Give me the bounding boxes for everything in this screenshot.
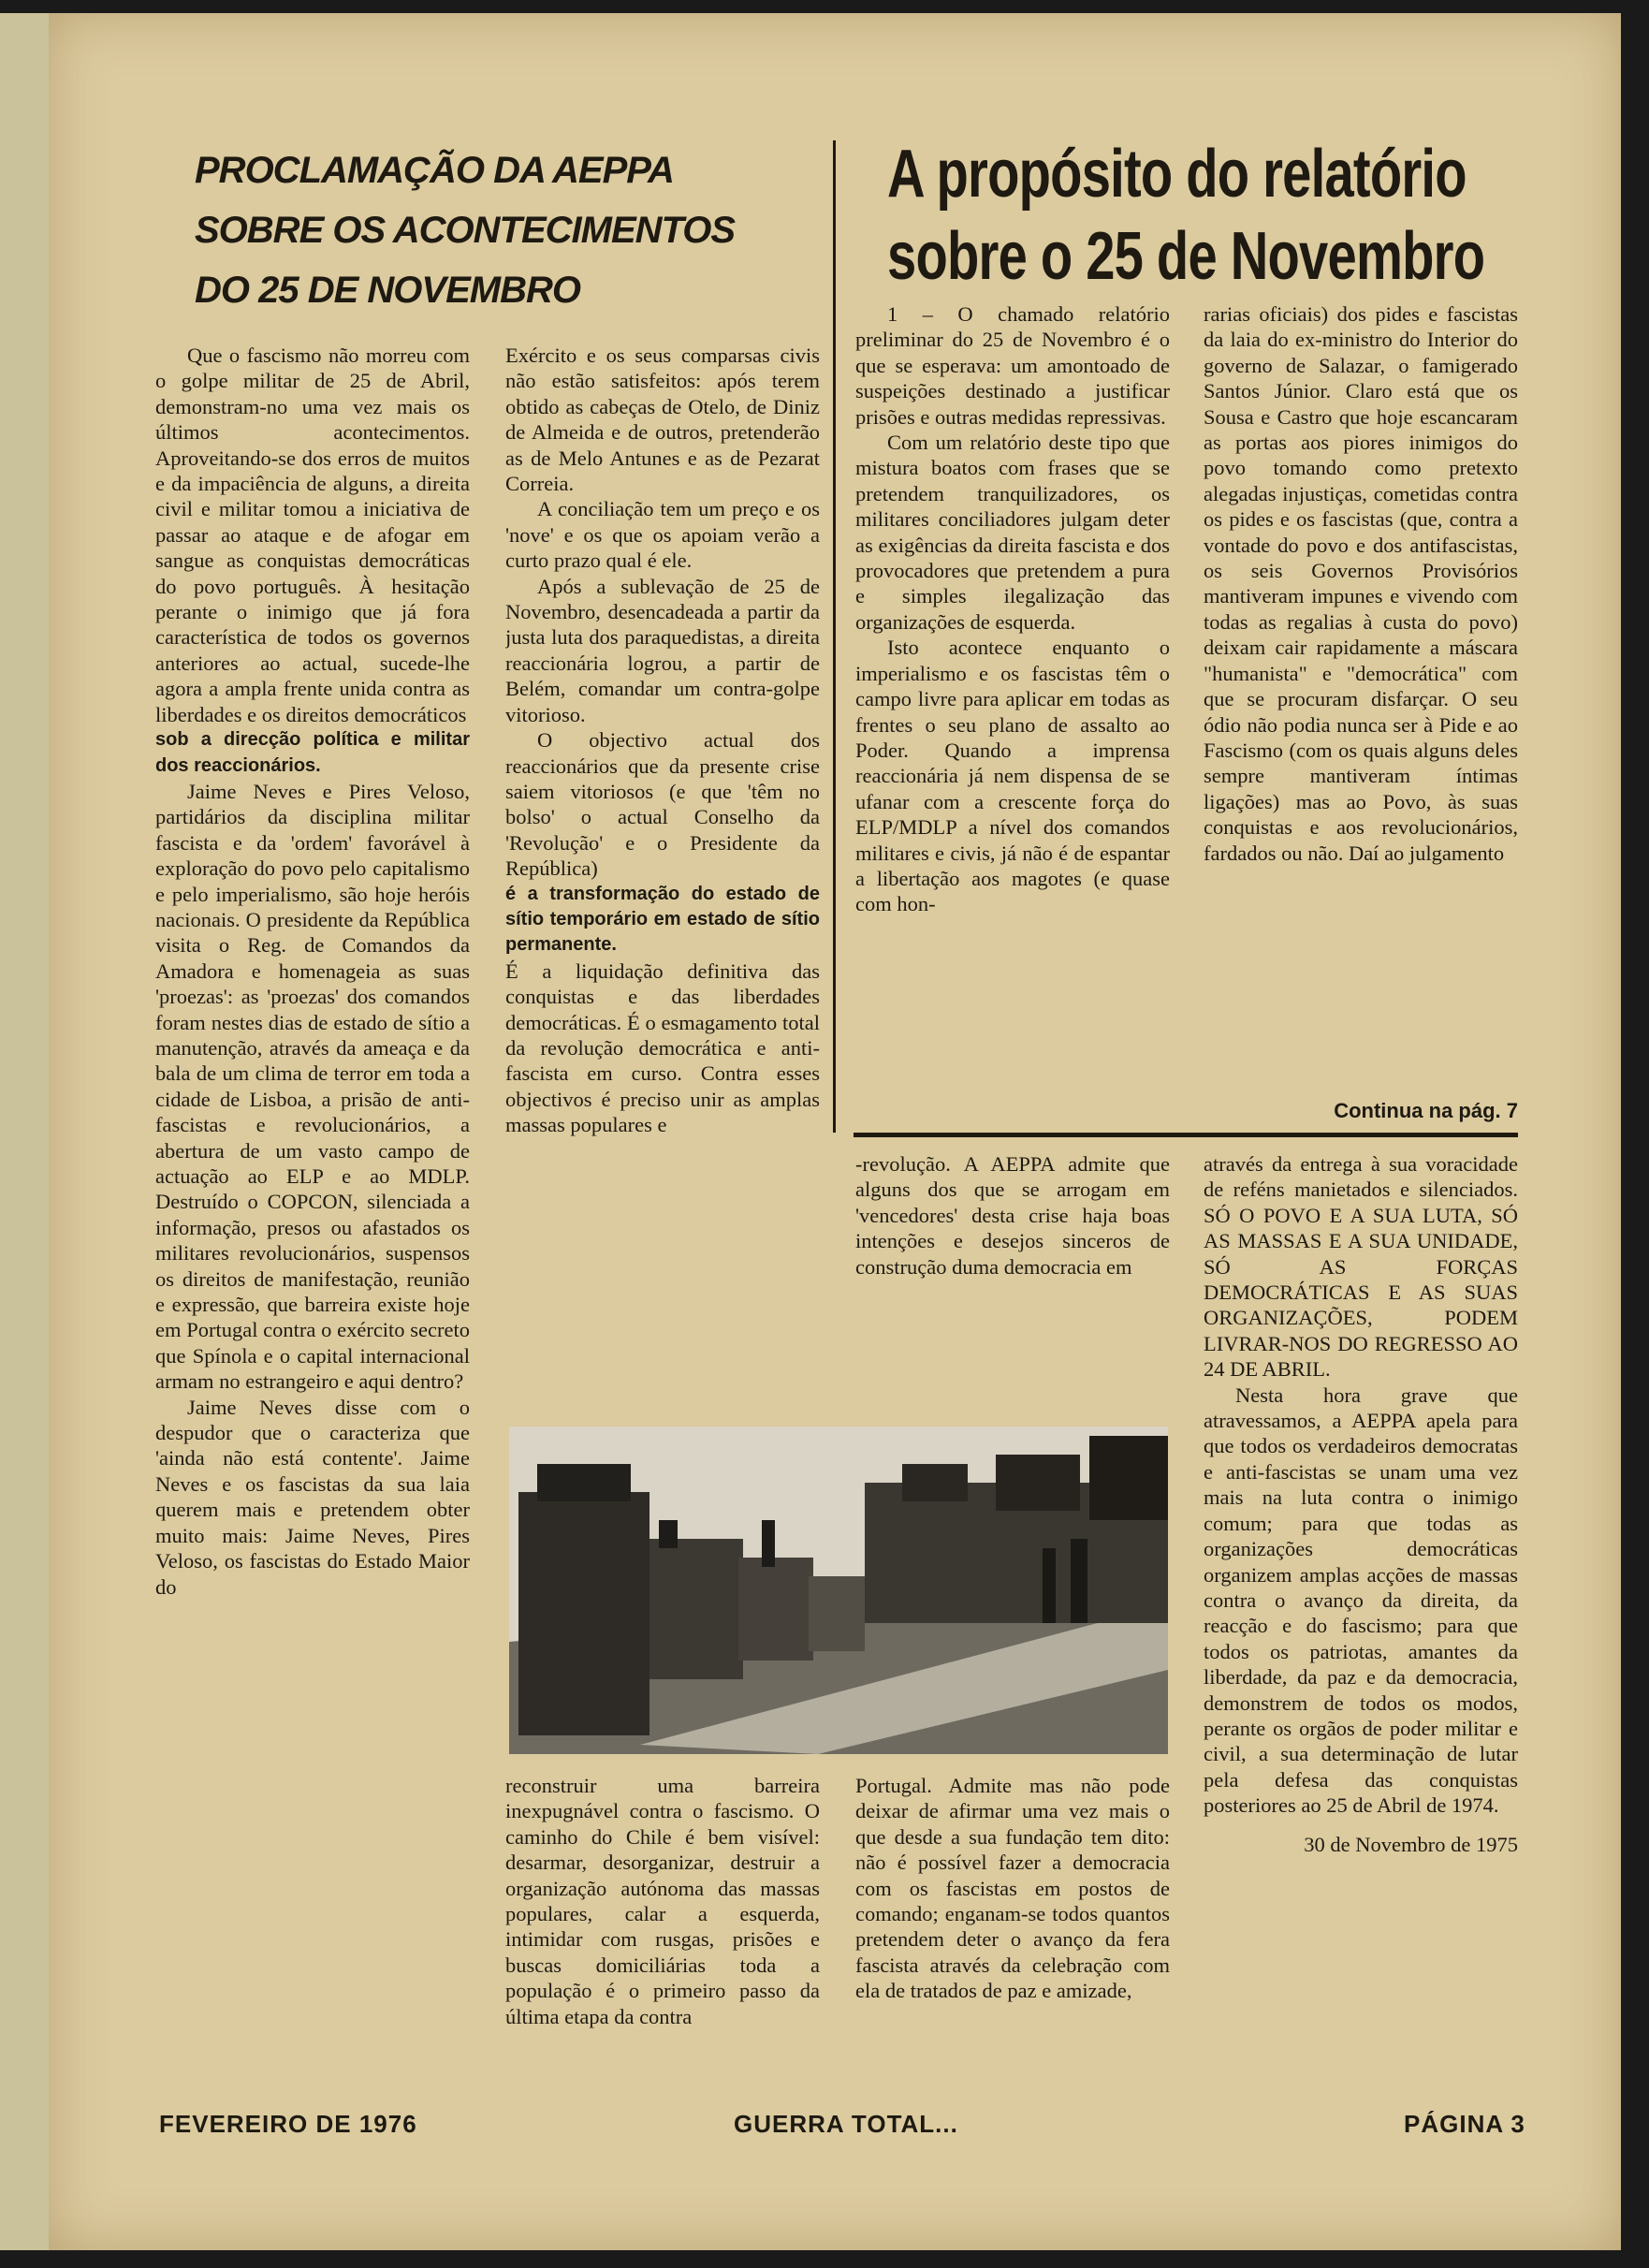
article2-title-line-1: A propósito do relatório [887, 137, 1467, 212]
paragraph: Portugal. Admite mas não pode deixar de afirmar uma vez mais o que desde a sua fundação tem dito: não é possível fazer a democracia com os fascistas em postos de comando; enganam-se todos quantos pretendem deter o avanço da fera fascista através da celebração com ela de tratados de paz e amizade, [855, 1774, 1170, 2003]
bold-paragraph: é a transformação do estado de sítio temporário em estado de sítio permanente. [505, 883, 820, 956]
article1-column-2 [505, 343, 820, 1358]
paragraph: Após a sublevação de 25 de Novembro, desencadeada a partir da justa luta dos paraquedistas, a direita reaccionária logrou, a partir de Belém, comandar um contra-golpe vitorioso. [505, 574, 820, 726]
paragraph: Isto acontece enquanto o imperialismo e os fascistas têm o campo livre para aplicar em todas as frentes o seu plano de assalto ao Poder. Quando a imprensa reaccionária já nem dispensa de se ufanar com a crescente força do ELP/MDLP a nível dos comandos militares e civis, já não é de espantar a libertação aos magotes (e quase com hon- [855, 636, 1170, 916]
bold-paragraph: sob a direcção política e militar dos reaccionários. [155, 729, 470, 776]
article1-title [195, 140, 735, 320]
article2-column-1 [855, 301, 1170, 1125]
paragraph: Jaime Neves e Pires Veloso, partidários da disciplina militar fascista e da 'ordem' favorável à exploração do povo pelo capitalismo e pelo imperialismo, são hoje heróis nacionais. O presidente da República visita o Reg. de Comandos da Amadora e homenageia as suas 'proezas': as 'proezas' dos comandos foram nestes dias de estado de sítio a manutenção, através da ameaça e da bala de um clima de terror em toda a cidade de Lisboa, a prisão de anti-fascistas e revolucionários, a abertura de um vasto campo de actuação ao ELP e ao MDLP. Destruído o COPCON, silenciada a informação, presos ou afastados os militares revolucionários, suspensos os direitos de manifestação, reunião e expressão, que barreira existe hoje em Portugal contra o exército secreto que Spínola e o capital internacional armam no estrangeiro e aqui dentro? [155, 779, 470, 1394]
closing-date: 30 de Novembro de 1975 [1304, 1832, 1518, 1856]
article1-title-line-3: DO 25 DE NOVEMBRO [195, 270, 580, 311]
photo-image [509, 1427, 1168, 1754]
photo-military-vehicles [509, 1427, 1168, 1754]
article2-title-line-2: sobre o 25 de Novembro [887, 219, 1485, 294]
article1-column-3-upper [855, 1151, 1170, 1339]
article2-title [887, 133, 1484, 298]
paragraph: 1 – O chamado relatório preliminar do 25 de Novembro é o que se esperava: um amontoado de suspeições destinado a justificar prisões e outras medidas repressivas. [855, 302, 1170, 429]
paragraph: Jaime Neves disse com o despudor que o caracteriza que 'ainda não está contente'. Jaime Neves e os fascistas da sua laia querem mais e pretendem obter muito mais: Jaime Neves, Pires Veloso, os fascistas do Estado Maior do [155, 1395, 470, 1599]
paragraph: -revolução. A AEPPA admite que alguns dos que se arrogam em 'vencedores' desta crise haja boas intenções e desejos sinceros de construção duma democracia em [855, 1152, 1170, 1279]
paragraph: reconstruir uma barreira inexpugnável contra o fascismo. O caminho do Chile é bem visível: desarmar, desorganizar, destruir a organização autónoma das massas populares, calar a esquerda, intimidar com rusgas, prisões e buscas domiciliárias toda a população é o primeiro passo da última etapa da contra [505, 1774, 820, 2028]
paragraph: Que o fascismo não morreu com o golpe militar de 25 de Abril, demonstram-no uma vez mais os últimos acontecimentos. Aproveitando-se dos erros de muitos e da impaciência de alguns, a direita civil e militar tomou a iniciativa de passar ao ataque e de afogar em sangue as conquistas democráticas do povo português. À hesitação perante o inimigo que já fora característica de todos os governos anteriores ao actual, sucede-lhe agora a ampla frente unida contra as liberdades e os direitos democráticos [155, 344, 470, 726]
article2-column-2 [1204, 301, 1518, 1097]
article1-column-3-lower [855, 1773, 1170, 2110]
paragraph: Exército e os seus comparsas civis não estão satisfeitos: após terem obtido as cabeças de Otelo, de Diniz de Almeida e de outros, pretenderão as de Melo Antunes e as de Pezarat Correia. [505, 344, 820, 496]
newspaper-page [49, 13, 1621, 2250]
footer-publication: GUERRA TOTAL... [734, 2110, 958, 2138]
paragraph: O objectivo actual dos reaccionários que da presente crise saiem vitoriosos (e que 'têm no bolso' o actual Conselho da 'Revolução' e o Presidente da República) [505, 728, 820, 881]
article2-bottom-rule [854, 1133, 1518, 1137]
continued-note: Continua na pág. 7 [1334, 1099, 1518, 1122]
paragraph: É a liquidação definitiva das conquistas e das liberdades democráticas. É o esmagamento total da revolução democrática e anti-fascista em curso. Contra esses objectivos é preciso unir as amplas massas populares e [505, 958, 820, 1137]
paragraph: através da entrega à sua voracidade de reféns manietados e silenciados. SÓ O POVO E A SUA LUTA, SÓ AS MASSAS E A SUA UNIDADE, SÓ AS FORÇAS DEMOCRÁTICAS E AS SUAS ORGANIZAÇÕES, PODEM LIVRAR-NOS DO REGRESSO AO 24 DE ABRIL. [1204, 1152, 1518, 1382]
adjacent-page-edge [0, 13, 49, 2250]
article1-column-2-lower [505, 1773, 820, 2110]
paragraph: Nesta hora grave que atravessamos, a AEPPA apela para que todos os verdadeiros democratas e anti-fascistas se unam uma vez mais na luta contra o inimigo comum; para que todas as organizações democráticas organizem amplas acções de massas contra o avanço da direita, da reacção e do fascismo; para que todos os patriotas, amantes da liberdade, da paz e da democracia, demonstrem de todos os modos, perante os orgãos de poder militar e civil, a sua determinação de lutar pela defesa das conquistas posteriores ao 25 de Abril de 1974. [1204, 1383, 1518, 1818]
article1-title-line-2: SOBRE OS ACONTECIMENTOS [195, 210, 736, 251]
footer-date: FEVEREIRO DE 1976 [159, 2110, 417, 2138]
paragraph: A conciliação tem um preço e os 'nove' e os que os apoiam verão a curto prazo qual é ele. [505, 497, 820, 573]
column-divider [833, 140, 836, 1133]
article1-column-1 [155, 343, 470, 2107]
paragraph: Com um relatório deste tipo que mistura boatos com frases que se pretendem tranquilizadores, os militares conciliadores julgam deter as exigências da direita fascista e dos provocadores que pretendem a pura e simples ilegalização das organizações de esquerda. [855, 431, 1170, 634]
paragraph: rarias oficiais) dos pides e fascistas da laia do ex-ministro do Interior do governo de Salazar, o famigerado Santos Júnior. Claro está que os Sousa e Castro que hoje escancaram as portas aos piores inimigos do povo tomando como pretexto alegadas injustiças, cometidas contra os pides e os fascistas (que, contra a vontade do povo e dos antifascistas, os seis Governos Provisórios mantiveram impunes e vivendo com todas as regalias à custa do povo) deixam cair rapidamente a máscara "humanista" e "democrática" com que se procuram disfarçar. O seu ódio não podia nunca ser à Pide e ao Fascismo (com os quais alguns deles sempre mantiveram íntimas ligações) mas ao Povo, às suas conquistas e aos revolucionários, fardados ou não. Daí ao julgamento [1204, 302, 1518, 865]
article1-column-4 [1204, 1151, 1518, 2106]
article1-title-line-1: PROCLAMAÇÃO DA AEPPA [195, 150, 674, 191]
footer-page-number: PÁGINA 3 [1404, 2110, 1525, 2138]
